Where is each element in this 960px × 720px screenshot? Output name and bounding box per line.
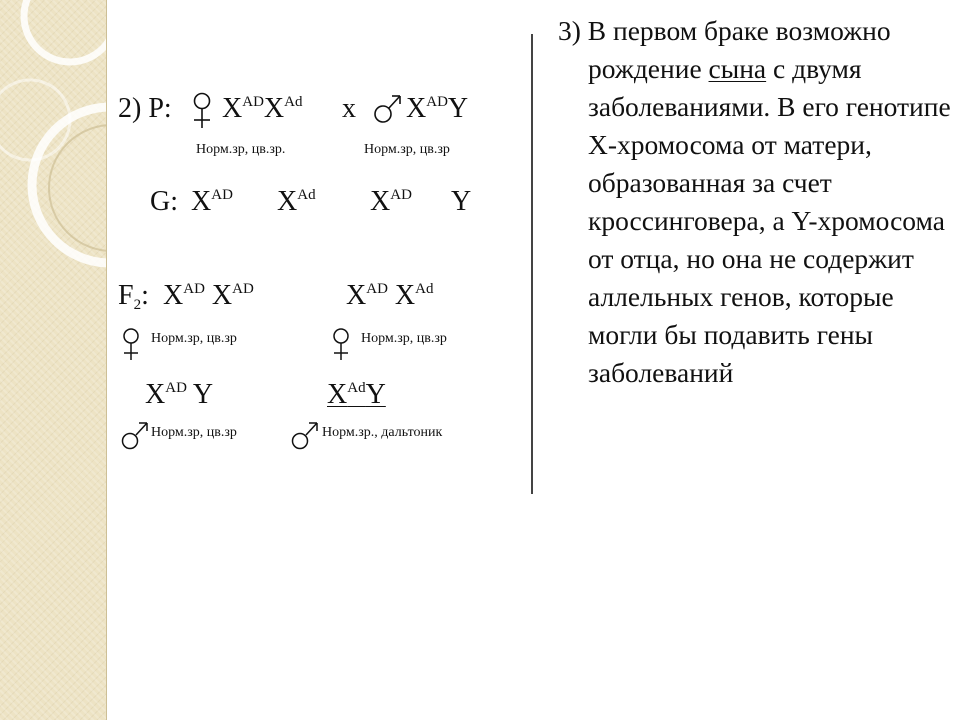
daughter-1-phenotype: Норм.зр, цв.зр — [151, 331, 237, 346]
mother-genotype: $X^{AD}X^{Ad}$ — [222, 93, 303, 124]
father-genotype: $X^{AD}Y$ — [406, 93, 469, 124]
male-icon — [290, 418, 320, 452]
offspring-label: $F_2$: — [118, 280, 149, 313]
son-1-phenotype: Норм.зр, цв.зр — [151, 425, 237, 440]
gamete-4: Y — [451, 186, 472, 217]
decorative-rings — [0, 0, 106, 720]
explanation-paragraph: 3) В первом браке возможно рождение сына с двумя заболеваниями. В его генотипе Х-хромосома от матери, образованная за счет кроссинговера, а Y-хромосома от отца, но она не содержит аллельных генов, которые могли бы подавить гены заболеваний — [558, 15, 951, 388]
daughter-2-genotype: $X^{AD}$ $X^{Ad}$ — [346, 280, 434, 311]
underlined-word: сына — [708, 53, 767, 84]
son-2-phenotype: Норм.зр., дальтоник — [322, 425, 443, 440]
vertical-divider — [531, 34, 533, 494]
gamete-2: $X^{Ad}$ — [277, 186, 316, 217]
gametes-label: G: — [150, 186, 178, 217]
daughter-1-genotype: $X^{AD}$ $X^{AD}$ — [163, 280, 254, 311]
son-2-genotype: $X^{Ad}Y$ — [327, 379, 386, 410]
mother-phenotype: Норм.зр, цв.зр. — [196, 142, 286, 157]
decorative-band — [0, 0, 107, 720]
father-phenotype: Норм.зр, цв.зр — [364, 142, 450, 157]
gamete-1: $X^{AD}$ — [191, 186, 233, 217]
son-1-genotype: $X^{AD}$ Y — [145, 379, 214, 410]
female-icon — [121, 327, 141, 361]
female-icon — [331, 327, 351, 361]
male-icon — [120, 418, 150, 452]
explanation-block — [558, 12, 953, 392]
female-icon — [192, 92, 212, 130]
male-icon — [373, 92, 403, 126]
daughter-2-phenotype: Норм.зр, цв.зр — [361, 331, 447, 346]
parents-label: 2) P: — [118, 93, 172, 124]
cross-sign: x — [342, 93, 356, 124]
gamete-3: $X^{AD}$ — [370, 186, 412, 217]
